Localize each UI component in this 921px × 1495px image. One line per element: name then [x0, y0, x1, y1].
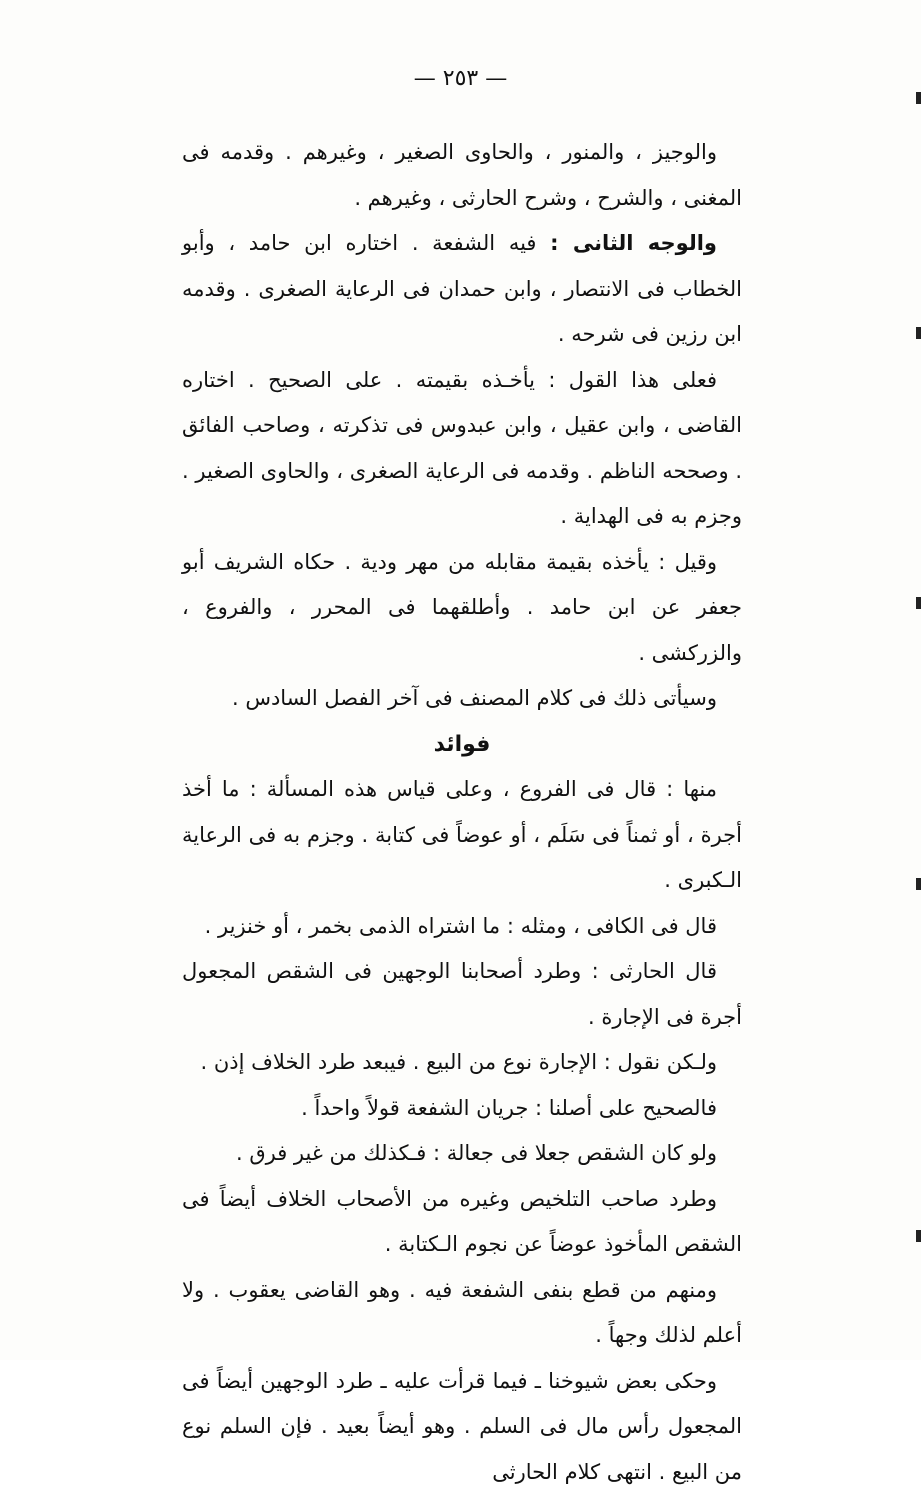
- page-edge-mark: [916, 92, 921, 104]
- paragraph-4: [182, 540, 742, 677]
- paragraph-7: قال فى الكافى ، ومثله : ما اشتراه الذمى بخمر ، أو خنزير .: [182, 904, 742, 950]
- paragraph-6: منها : قال فى الفروع ، وعلى قياس هذه المسألة : ما أخذ أجرة ، أو ثمناً فى سَلَم ، أو عوضاً فى كتابة . وجزم به فى الرعاية الـكبرى .: [182, 767, 742, 904]
- page-edge-mark: [916, 878, 921, 890]
- paragraph-3: [182, 358, 742, 540]
- paragraph-10: فالصحيح على أصلنا : جريان الشفعة قولاً واحداً .: [182, 1086, 742, 1132]
- page-edge-mark: [916, 597, 921, 609]
- paragraph-9: ولـكن نقول : الإجارة نوع من البيع . فيبعد طرد الخلاف إذن .: [182, 1040, 742, 1086]
- paragraph-text: وسيأتى ذلك فى كلام المصنف فى آخر الفصل السادس .: [232, 686, 717, 710]
- paragraph-text: والوجيز ، والمنور ، والحاوى الصغير ، وغيرهم . وقدمه فى المغنى ، والشرح ، وشرح الحارثى ، وغيرهم .: [182, 140, 742, 210]
- section-heading: فوائد: [182, 722, 742, 768]
- paragraph-8: قال الحارثى : وطرد أصحابنا الوجهين فى الشقص المجعول أجرة فى الإجارة .: [182, 949, 742, 1040]
- paragraph-1: [182, 130, 742, 221]
- paragraph-5: [182, 676, 742, 722]
- paragraph-lead: والوجه الثانى :: [550, 231, 717, 255]
- paragraph-2: [182, 221, 742, 358]
- paragraph-text: وقيل : يأخذه بقيمة مقابله من مهر ودية . حكاه الشريف أبو جعفر عن ابن حامد . وأطلقهما فى المحرر ، والفروع ، والزركشى .: [182, 550, 742, 665]
- paragraph-text: فعلى هذا القول : يأخـذه بقيمته . على الصحيح . اختاره القاضى ، وابن عقيل ، وابن عبدوس فى تذكرته ، وصاحب الفائق . وصححه الناظم . وقدمه فى الرعاية الصغرى ، والحاوى الصغير . وجزم به فى الهداية .: [182, 368, 742, 529]
- paragraph-text: فيه الشفعة . اختاره ابن حامد ، وأبو الخطاب فى الانتصار ، وابن حمدان فى الرعاية الصغرى . وقدمه ابن رزين فى شرحه .: [182, 231, 742, 346]
- paragraph-14: وحكى بعض شيوخنا ـ فيما قرأت عليه ـ طرد الوجهين أيضاً فى المجعول رأس مال فى السلم . وهو أيضاً بعيد . فإن السلم نوع من البيع . انتهى كلام الحارثى: [182, 1359, 742, 1495]
- page-body: [182, 130, 742, 1495]
- paragraph-12: وطرد صاحب التلخيص وغيره من الأصحاب الخلاف أيضاً فى الشقص المأخوذ عوضاً عن نجوم الـكتابة .: [182, 1177, 742, 1268]
- paragraph-11: ولو كان الشقص جعلا فى جعالة : فـكذلك من غير فرق .: [182, 1131, 742, 1177]
- paragraph-13: ومنهم من قطع بنفى الشفعة فيه . وهو القاضى يعقوب . ولا أعلم لذلك وجهاً .: [182, 1268, 742, 1359]
- page-edge-mark: [916, 1230, 921, 1242]
- page-edge-mark: [916, 327, 921, 339]
- page-number: — ٢٥٣ —: [0, 66, 921, 91]
